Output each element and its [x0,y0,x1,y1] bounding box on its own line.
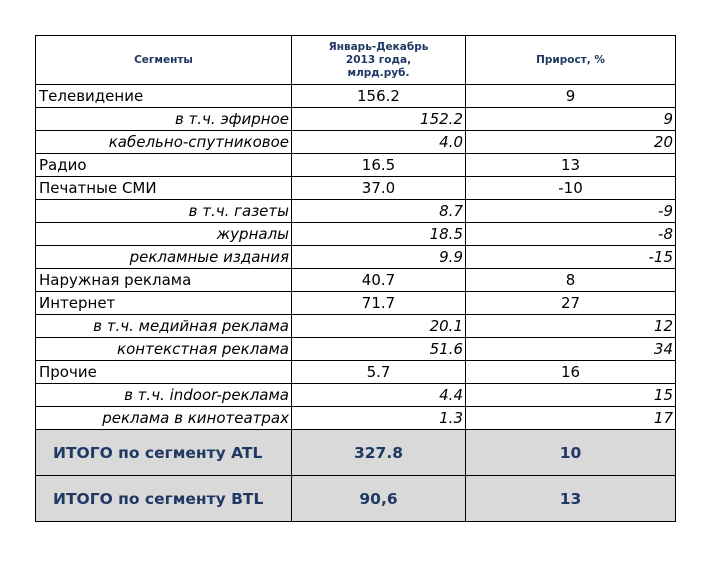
total-value-cell: 90,6 [292,476,466,522]
segment-cell: в т.ч. indoor-реклама [36,384,292,407]
value-cell: 1.3 [292,407,466,430]
growth-cell: 15 [466,384,676,407]
table-row [36,407,676,430]
growth-cell: 9 [466,108,676,131]
table-row [36,131,676,154]
value-cell: 40.7 [292,269,466,292]
value-cell: 4.4 [292,384,466,407]
segment-cell: Прочие [36,361,292,384]
segment-cell: Печатные СМИ [36,177,292,200]
table-row [36,292,676,315]
segment-cell: Радио [36,154,292,177]
header-period [292,36,466,85]
growth-cell: -10 [466,177,676,200]
table-row [36,246,676,269]
table-row [36,338,676,361]
value-cell: 71.7 [292,292,466,315]
value-cell: 51.6 [292,338,466,361]
growth-cell: 8 [466,269,676,292]
growth-cell: 34 [466,338,676,361]
segment-cell: Телевидение [36,85,292,108]
table-row [36,269,676,292]
value-cell: 156.2 [292,85,466,108]
value-cell: 152.2 [292,108,466,131]
segment-cell: Интернет [36,292,292,315]
total-growth-cell: 10 [466,430,676,476]
segment-cell: Наружная реклама [36,269,292,292]
growth-cell: 27 [466,292,676,315]
table-row [36,384,676,407]
segment-cell: кабельно-спутниковое [36,131,292,154]
growth-cell: 20 [466,131,676,154]
value-cell: 4.0 [292,131,466,154]
growth-cell: 16 [466,361,676,384]
total-row [36,430,676,476]
segment-cell: в т.ч. газеты [36,200,292,223]
growth-cell: 13 [466,154,676,177]
header-growth: Прирост, % [466,36,676,85]
advertising-segments-table [35,35,676,522]
total-growth-cell: 13 [466,476,676,522]
value-cell: 8.7 [292,200,466,223]
table-header-row [36,36,676,85]
growth-cell: -15 [466,246,676,269]
value-cell: 16.5 [292,154,466,177]
segment-cell: реклама в кинотеатрах [36,407,292,430]
table-row [36,85,676,108]
table-row [36,315,676,338]
table-row [36,361,676,384]
segment-cell: контекстная реклама [36,338,292,361]
total-label-cell: ИТОГО по сегменту ATL [36,430,292,476]
header-period-text: Январь-Декабрь 2013 года, млрд.руб. [328,40,429,79]
segment-cell: журналы [36,223,292,246]
segment-cell: в т.ч. эфирное [36,108,292,131]
growth-cell: 17 [466,407,676,430]
table-row [36,154,676,177]
growth-cell: -9 [466,200,676,223]
table-row [36,108,676,131]
value-cell: 5.7 [292,361,466,384]
value-cell: 18.5 [292,223,466,246]
value-cell: 20.1 [292,315,466,338]
table-body [36,85,676,522]
value-cell: 9.9 [292,246,466,269]
segment-cell: в т.ч. медийная реклама [36,315,292,338]
growth-cell: -8 [466,223,676,246]
segment-cell: рекламные издания [36,246,292,269]
table-row [36,177,676,200]
total-label-cell: ИТОГО по сегменту BTL [36,476,292,522]
value-cell: 37.0 [292,177,466,200]
total-row [36,476,676,522]
table-row [36,200,676,223]
growth-cell: 12 [466,315,676,338]
header-segments: Сегменты [36,36,292,85]
growth-cell: 9 [466,85,676,108]
total-value-cell: 327.8 [292,430,466,476]
table-row [36,223,676,246]
